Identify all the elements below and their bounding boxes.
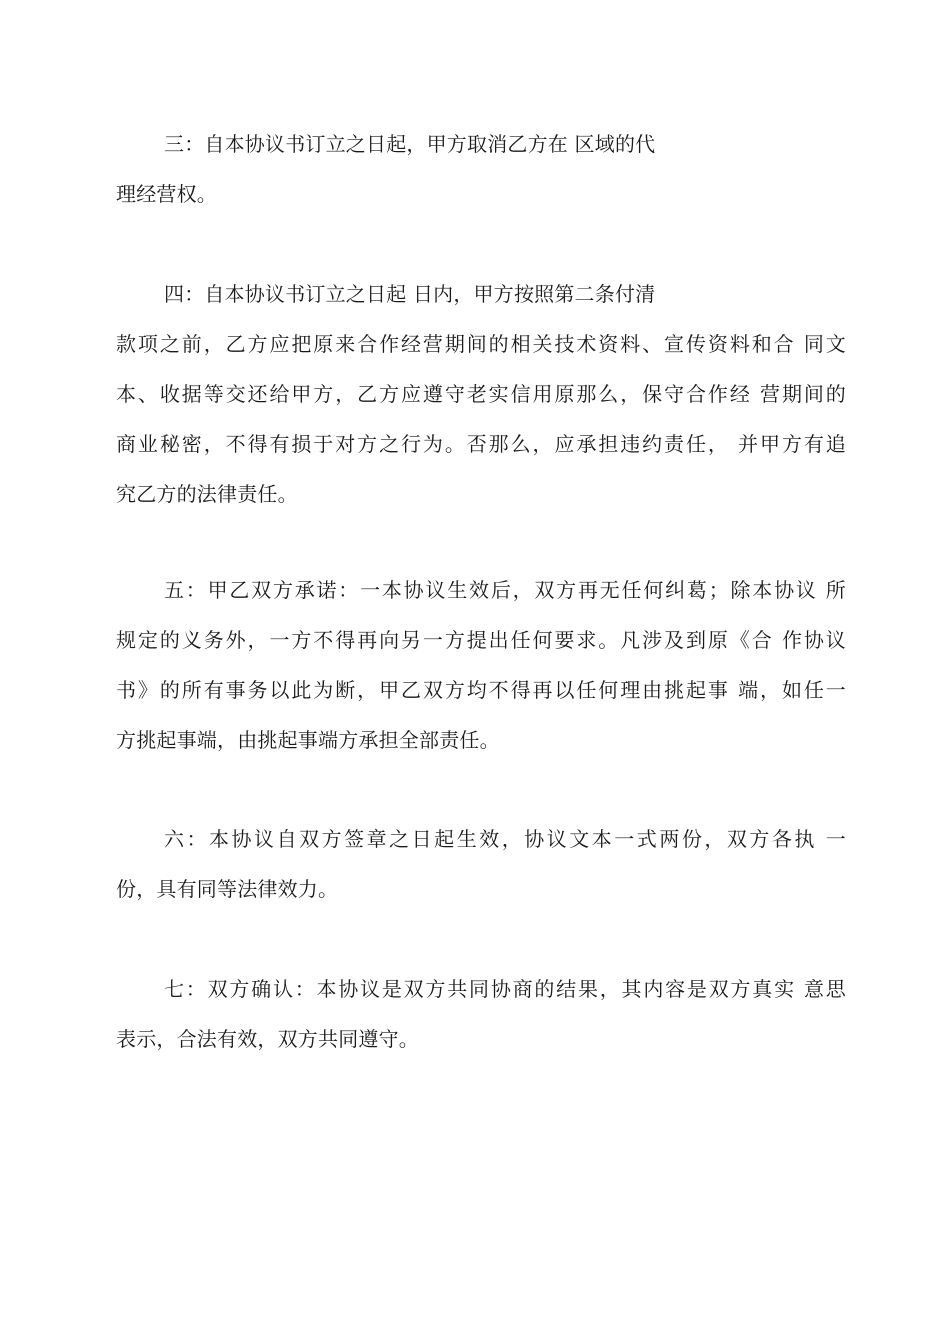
clause-seven-line-2: 表示，合法有效，双方共同遵守。 bbox=[116, 1027, 419, 1051]
clause-three-line-2: 理经营权。 bbox=[116, 182, 217, 206]
clause-four-line-1: 四：自本协议书订立之日起 日内，甲方按照第二条付清 bbox=[164, 282, 656, 306]
clause-five-line-1: 五：甲乙双方承诺：一本协议生效后，双方再无任何纠葛；除本协议 所 bbox=[164, 578, 846, 602]
clause-five-line-2: 规定的义务外，一方不得再向另一方提出任何要求。凡涉及到原《合 作协议 bbox=[116, 628, 846, 652]
clause-four-line-3: 本、收据等交还给甲方，乙方应遵守老实信用原那么，保守合作经 营期间的 bbox=[116, 382, 846, 406]
clause-four bbox=[116, 269, 846, 519]
clause-five bbox=[116, 565, 846, 765]
clause-five-line-4: 方挑起事端，由挑起事端方承担全部责任。 bbox=[116, 728, 500, 752]
clause-six-line-1: 六：本协议自双方签章之日起生效，协议文本一式两份，双方各执 一 bbox=[164, 827, 846, 851]
clause-three bbox=[116, 119, 846, 219]
clause-five-line-3: 书》的所有事务以此为断，甲乙双方均不得再以任何理由挑起事 端，如任一 bbox=[116, 678, 846, 702]
clause-four-line-4: 商业秘密，不得有损于对方之行为。否那么，应承担违约责任， 并甲方有追 bbox=[116, 432, 846, 456]
clause-six bbox=[116, 814, 846, 914]
clause-seven-line-1: 七：双方确认：本协议是双方共同协商的结果，其内容是双方真实 意思 bbox=[164, 977, 846, 1001]
clause-four-line-5: 究乙方的法律责任。 bbox=[116, 482, 298, 506]
clause-three-line-1: 三：自本协议书订立之日起，甲方取消乙方在 区域的代 bbox=[164, 132, 656, 156]
clause-six-line-2: 份，具有同等法律效力。 bbox=[116, 877, 339, 901]
clause-four-line-2: 款项之前，乙方应把原来合作经营期间的相关技术资料、宣传资料和合 同文 bbox=[116, 332, 846, 356]
clause-seven bbox=[116, 964, 846, 1064]
